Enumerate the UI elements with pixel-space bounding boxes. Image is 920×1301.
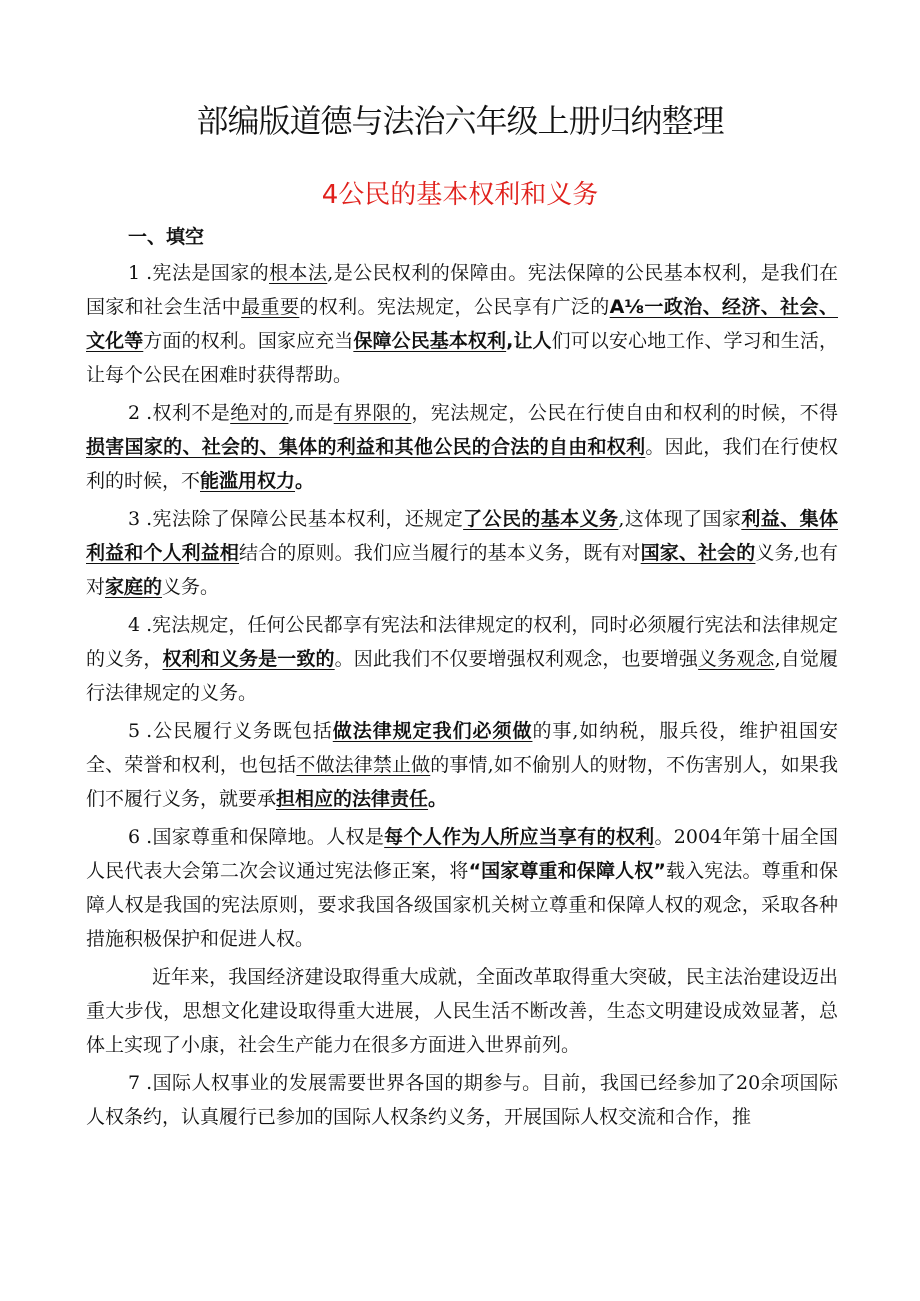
item-number: 1 (128, 262, 141, 284)
paragraph-2 (86, 396, 838, 498)
answer-blank: 家庭的 (105, 576, 163, 598)
paragraph-5 (86, 714, 838, 816)
paragraph-6 (86, 820, 838, 956)
text: 。 (428, 788, 448, 810)
page-title: 部编版道德与法治六年级上册归纳整理 (196, 102, 724, 140)
text: ,是公民权利的保障由。宪法保障的公民基本权利，是我们在国家和社会生活中 (86, 262, 838, 318)
paragraph-4 (86, 608, 838, 710)
answer-blank: 保障公民基本权利 (353, 330, 507, 352)
answer-blank: 不做法律禁止做 (296, 754, 431, 776)
text: 们可以安心地工作、学习和生活，让每个公民在困难时获得帮助。 (86, 330, 838, 386)
text: .宪法规定，任何公民都享有宪法和法律规定的权利，同时必须履行宪法和法律规定的义务， (86, 614, 838, 670)
text: .宪法是国家的 (146, 262, 270, 284)
answer-blank: 每个人作为人所应当享有的权利 (384, 826, 655, 848)
answer-text: “国家尊重和保障人权” (468, 860, 666, 882)
answer-blank: 能滥用权力 (200, 470, 296, 492)
text: 载入宪法。尊重和保障人权是我国的宪法原则，要求我国各级国家机关树立尊重和保障人权的观念，采取各种措施积极保护和促进人权。 (86, 860, 838, 950)
answer-blank: 利益、集体利益和个人利益相 (86, 508, 838, 564)
answer-blank: 义务观念 (698, 648, 775, 670)
paragraph-1 (86, 256, 838, 392)
document-body (86, 256, 838, 1138)
text: 。因此我们不仅要增强权利观念，也要增强 (334, 648, 699, 670)
answer-blank: 根本法 (269, 262, 328, 284)
text: ,而是 (288, 402, 334, 424)
answer-blank: 国家、社会的 (640, 542, 756, 564)
text: .公民履行义务既包括 (146, 720, 333, 742)
text: .宪法除了保障公民基本权利，还规定 (146, 508, 464, 530)
text: 的权利。宪法规定，公民享有广泛的 (299, 296, 610, 318)
text: .国家尊重和保障地。人权是 (146, 826, 385, 848)
text: 。2004年第十届全国人民代表大会第二次会议通过宪法修正案，将 (86, 826, 838, 882)
answer-blank: 最重要 (241, 296, 300, 318)
text: ,自觉履行法律规定的义务。 (86, 648, 838, 704)
item-number: 4 (128, 614, 141, 636)
answer-blank: 担相应的法律责任 (276, 788, 429, 810)
text: ,这体现了国家 (618, 508, 742, 530)
text: 义务,也有对 (86, 542, 838, 598)
text: 的事情,如不偷别人的财物，不伤害别人，如果我们不履行义务，就要承 (86, 754, 838, 810)
answer-blank: 了公民的基本义务 (463, 508, 619, 530)
text: 。因此，我们在行使权利的时候，不 (86, 436, 838, 492)
answer-blank: A⅛一政治、经济、社会、文化等 (86, 296, 838, 352)
answer-blank: 绝对的 (230, 402, 289, 424)
chapter-subtitle: 4公民的基本权利和义务 (321, 180, 599, 210)
text: 的事,如纳税，服兵役，维护祖国安全、荣誉和权利，也包括 (86, 720, 838, 776)
text: ，宪法规定，公民在行使自由和权利的时候，不得 (411, 402, 838, 424)
answer-blank: 做法律规定我们必须做 (332, 720, 533, 742)
item-number: 2 (128, 402, 141, 424)
text: 结合的原则。我们应当履行的基本义务，既有对 (239, 542, 641, 564)
item-number: 6 (128, 826, 141, 848)
answer-blank: 损害国家的、社会的、集体的利益和其他公民的合法的自由和权利 (86, 436, 646, 458)
text: 。 (295, 470, 315, 492)
text: .权利不是 (146, 402, 231, 424)
answer-text: ,让人 (506, 330, 552, 352)
text: .国际人权事业的发展需要世界各国的期参与。目前，我国已经参加了20余项国际人权条约，认真履行已参加的国际人权条约义务，开展国际人权交流和合作，推 (86, 1072, 838, 1128)
text: 义务。 (162, 576, 220, 598)
section-heading: 一、填空 (128, 226, 205, 248)
item-number: 5 (128, 720, 141, 742)
paragraph-6-continued: 近年来，我国经济建设取得重大成就，全面改革取得重大突破，民主法治建设迈出重大步伐，思想文化建设取得重大进展，人民生活不断改善，生态文明建设成效显著，总体上实现了小康，社会生产能力在很多方面进入世界前列。 (86, 966, 838, 1056)
item-number: 3 (128, 508, 141, 530)
text: 方面的权利。国家应充当 (143, 330, 354, 352)
item-number: 7 (128, 1072, 141, 1094)
paragraph-7 (86, 1066, 838, 1134)
answer-blank: 有界限的 (333, 402, 412, 424)
paragraph-3 (86, 502, 838, 604)
answer-blank: 权利和义务是一致的 (162, 648, 335, 670)
